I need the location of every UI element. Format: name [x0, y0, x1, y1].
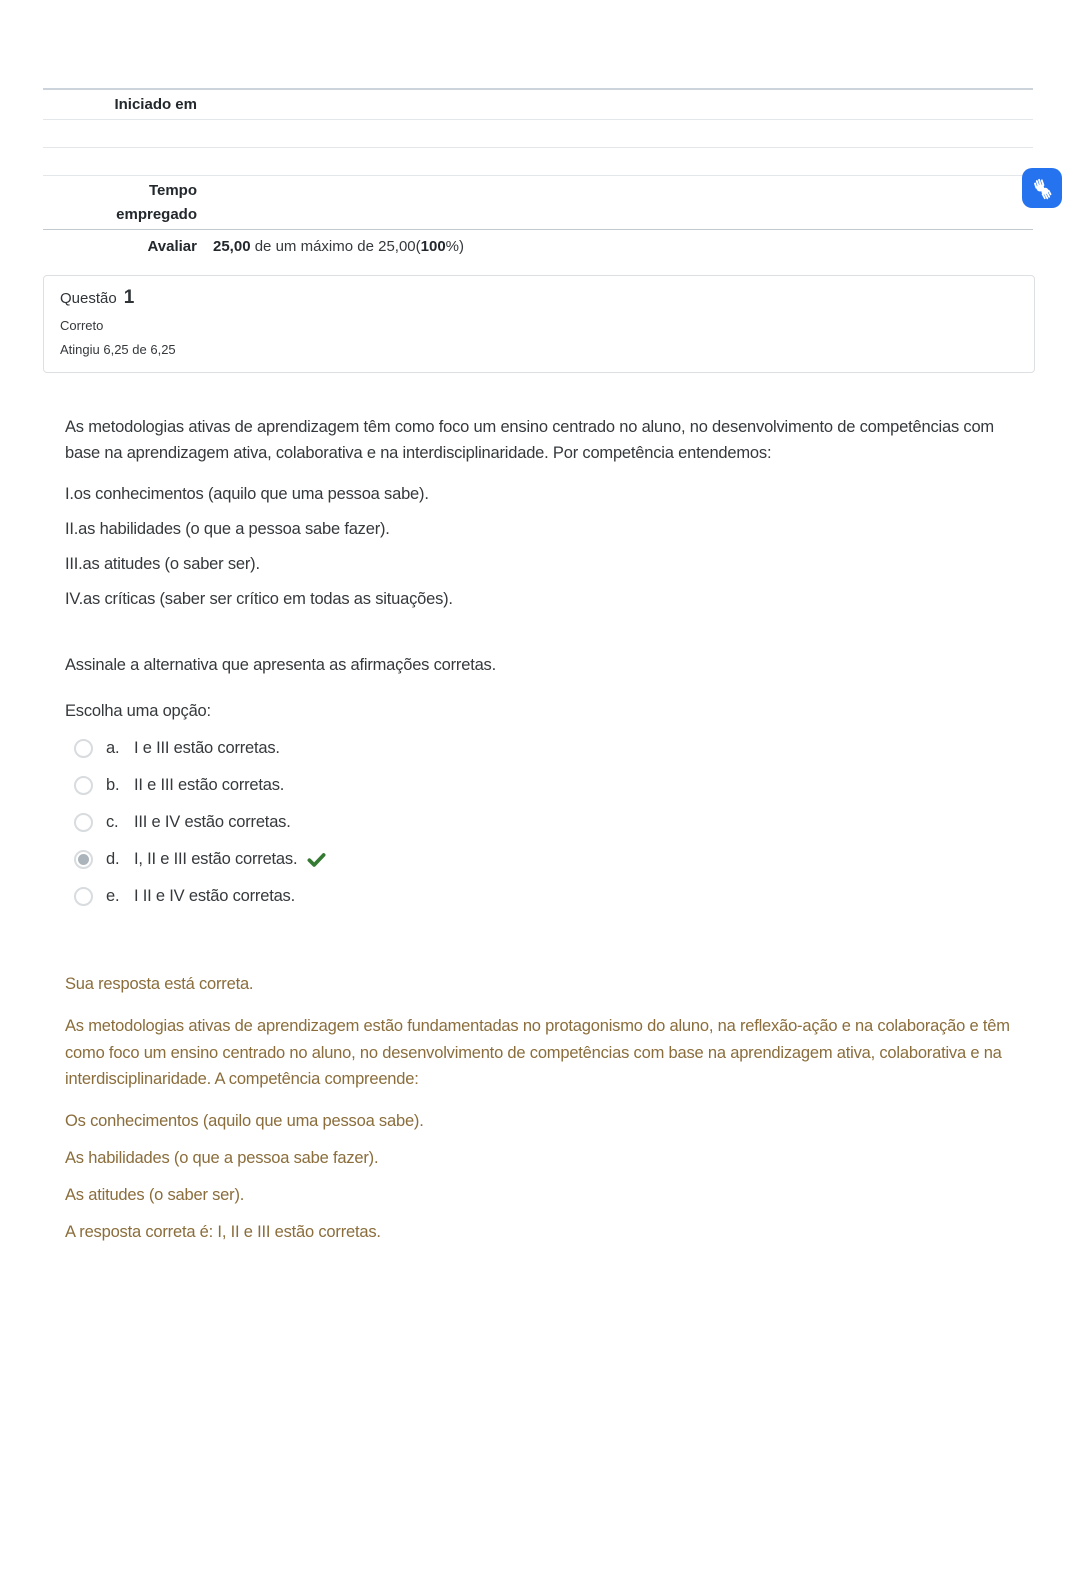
question-number: 1: [123, 286, 135, 308]
summary-row-time-taken: [43, 176, 1033, 230]
feedback-line-2: As habilidades (o que a pessoa sabe fazer).: [65, 1148, 379, 1167]
question-item-3: III.as atitudes (o saber ser).: [65, 555, 260, 574]
grade-percent: 100: [420, 238, 446, 256]
option-letter: d.: [106, 850, 120, 869]
summary-value-state: [197, 120, 1033, 148]
question-body: [65, 414, 1012, 911]
question-info-box: [43, 275, 1035, 373]
option-text: II e III estão corretas.: [134, 776, 285, 795]
option-letter: e.: [106, 887, 120, 906]
summary-label-state: [43, 120, 197, 148]
option-text: I II e IV estão corretas.: [134, 887, 295, 906]
summary-label-grade: Avaliar: [147, 238, 197, 256]
radio-button[interactable]: [74, 739, 93, 758]
question-intro-text: As metodologias ativas de aprendizagem têm como foco um ensino centrado no aluno, no desenvolvimento de competências com base na aprendizagem ativa, colaborativa e na interdisciplinaridade. Por competência entendemos:: [65, 417, 994, 463]
option-text: I e III estão corretas.: [134, 739, 280, 758]
question-item-1: I.os conhecimentos (aquilo que uma pessoa sabe).: [65, 485, 429, 504]
radio-button[interactable]: [74, 887, 93, 906]
feedback-result: Sua resposta está correta.: [65, 974, 254, 993]
feedback-line-1: Os conhecimentos (aquilo que uma pessoa sabe).: [65, 1112, 424, 1131]
option-letter: a.: [106, 739, 120, 758]
summary-row-grade: [43, 229, 1033, 264]
grade-text: de um máximo de 25,00(: [250, 238, 421, 256]
option-row-a[interactable]: [65, 735, 1012, 763]
radio-button[interactable]: [74, 776, 93, 795]
feedback-block: [65, 975, 1012, 1245]
radio-button[interactable]: [74, 850, 93, 869]
attempt-summary-table: [43, 88, 1033, 264]
summary-row-started: [43, 89, 1033, 120]
question-number-row: [60, 287, 1018, 309]
feedback-explanation: As metodologias ativas de aprendizagem estão fundamentadas no protagonismo do aluno, na reflexão-ação e na colaboração e têm como foco um ensino centrado no aluno, no desenvolvimento de competências com base na aprendizagem ativa, colaborativa e na interdisciplinaridade. A competência compreende:: [65, 1016, 1010, 1089]
question-points: Atingiu 6,25 de 6,25: [60, 341, 176, 357]
summary-label-completed: [43, 148, 197, 176]
option-row-e[interactable]: [65, 883, 1012, 911]
option-row-b[interactable]: [65, 772, 1012, 800]
question-label: Questão: [60, 289, 117, 307]
option-row-c[interactable]: [65, 809, 1012, 837]
summary-value-completed: [197, 148, 1033, 176]
grade-value: 25,00: [213, 238, 251, 256]
option-text: III e IV estão corretas.: [134, 813, 291, 832]
answer-options: [65, 735, 1012, 911]
grade-text-end: %): [445, 238, 465, 256]
summary-label-started: Iniciado em: [114, 96, 197, 113]
option-letter: c.: [106, 813, 119, 832]
summary-value-time-taken: [197, 176, 1033, 230]
correct-check-icon: [307, 850, 326, 869]
feedback-line-3: As atitudes (o saber ser).: [65, 1185, 245, 1204]
question-state: Correto: [60, 317, 104, 333]
choose-option-label: Escolha uma opção:: [65, 701, 211, 720]
sign-language-hands-icon: [1029, 175, 1056, 202]
option-row-d[interactable]: [65, 846, 1012, 874]
radio-button[interactable]: [74, 813, 93, 832]
feedback-line-4: A resposta correta é: I, II e III estão corretas.: [65, 1222, 381, 1241]
summary-row-state: [43, 120, 1033, 148]
handtalk-accessibility-button[interactable]: [1022, 168, 1062, 208]
option-text: I, II e III estão corretas.: [134, 850, 298, 869]
summary-label-time-taken: Tempo empregado: [116, 182, 197, 223]
option-letter: b.: [106, 776, 120, 795]
summary-row-completed: [43, 148, 1033, 176]
question-item-2: II.as habilidades (o que a pessoa sabe fazer).: [65, 520, 390, 539]
summary-value-started: [197, 89, 1033, 120]
question-item-4: IV.as críticas (saber ser crítico em todas as situações).: [65, 589, 453, 608]
summary-value-grade: [197, 229, 1033, 264]
question-prompt: Assinale a alternativa que apresenta as afirmações corretas.: [65, 655, 496, 674]
